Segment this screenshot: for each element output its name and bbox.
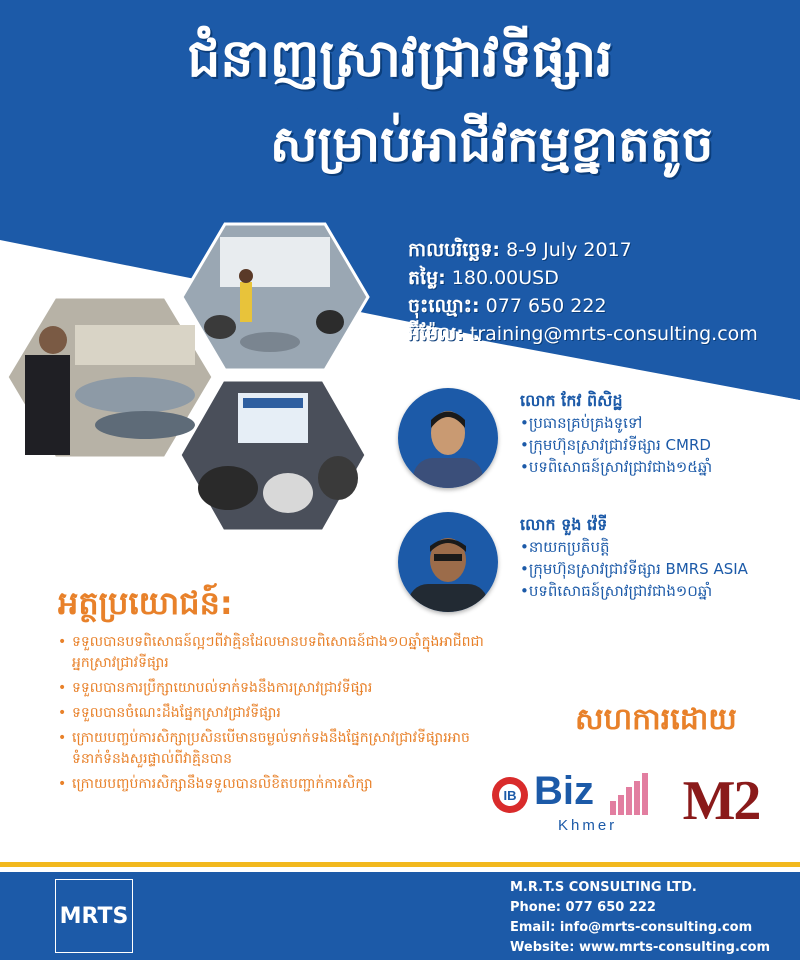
footer-website[interactable]: Website: www.mrts-consulting.com [510, 940, 771, 955]
speaker-2-company: •ក្រុមហ៊ុនស្រាវជ្រាវទីផ្សារ BMRS ASIA [520, 560, 748, 578]
bizkhmer-text: Biz [534, 769, 594, 813]
date-label: កាលបរិច្ឆេទ: [408, 239, 501, 261]
speaker-2-photo [398, 512, 498, 612]
price-value: 180.00USD [445, 267, 559, 289]
email-label: អ៊ីម៉ែល: [408, 323, 464, 345]
speaker-2-role: •នាយកប្រតិបត្តិ [520, 538, 610, 556]
register-label: ចុះឈ្មោះ: [408, 295, 480, 317]
speaker-2-experience: •បទពិសោធន៍ស្រាវជ្រាវជាង១០ឆ្នាំ [520, 582, 713, 600]
speaker-2-info [520, 514, 748, 602]
benefit-item: • ក្រោយបញ្ចប់ការសិក្សានឹងទទួលបានលិខិតបញ្ជាក់ការសិក្សា [58, 774, 498, 795]
title-line-2: សម្រាប់អាជីវកម្មខ្នាតតូច [270, 115, 714, 173]
footer-company: M.R.T.S CONSULTING LTD. [510, 880, 697, 895]
benefit-item: • ទទួលបានចំណេះដឹងផ្នែកស្រាវជ្រាវទីផ្សារ [58, 703, 498, 724]
benefits-list [58, 632, 498, 799]
date-value: 8-9 July 2017 [500, 239, 632, 261]
event-email [408, 322, 758, 347]
sponsors-title: សហការដោយ [575, 702, 737, 737]
footer-email[interactable]: Email: info@mrts-consulting.com [510, 920, 753, 935]
benefit-item: • ទទួលបានបទពិសោធន៍ល្អៗពីវាគ្មិនដែលមានបទពិសោធន៍ជាង១០ឆ្នាំក្នុងអាជីពជាអ្នកស្រាវជ្រាវទីផ្សារ [58, 634, 484, 671]
benefits-title: អត្ថប្រយោជន៍: [58, 584, 233, 622]
speaker-1-experience: •បទពិសោធន៍ស្រាវជ្រាវជាង១៥ឆ្នាំ [520, 458, 713, 476]
benefit-item: • ទទួលបានការប្រឹក្សាយោបល់ទាក់ទងនឹងការស្រាវជ្រាវទីផ្សារ [58, 678, 498, 699]
speaker-1-photo [398, 388, 498, 488]
register-value: 077 650 222 [479, 295, 607, 317]
title-line-1: ជំនាញស្រាវជ្រាវទីផ្សារ [187, 29, 613, 89]
speaker-1-company: •ក្រុមហ៊ុនស្រាវជ្រាវទីផ្សារ CMRD [520, 436, 711, 454]
footer-divider [0, 862, 800, 867]
speaker-1-name: លោក កែវ ពិសិដ្ឋ [520, 391, 623, 410]
m2-logo: M2 [682, 770, 760, 832]
event-price [408, 266, 559, 291]
price-label: តម្លៃ: [408, 267, 446, 289]
bizkhmer-logo [490, 765, 660, 835]
bizkhmer-sub: Khmer [558, 817, 618, 834]
bullet-icon: • [58, 634, 67, 650]
speaker-1-role: •ប្រធានគ្រប់គ្រងទូទៅ [520, 414, 643, 432]
email-value[interactable]: training@mrts-consulting.com [463, 323, 758, 345]
bullet-icon: • [58, 730, 67, 746]
bullet-icon: • [58, 776, 67, 792]
event-register [408, 294, 607, 319]
mrts-logo: MRTS [55, 879, 133, 953]
bizkhmer-bars-icon [608, 771, 654, 815]
bullet-icon: • [58, 680, 67, 696]
photo-hex-bottom [178, 378, 368, 533]
speaker-2-name: លោក ទួង វ៉េទី [520, 515, 608, 534]
event-date [408, 238, 632, 263]
bizkhmer-circle-icon [490, 775, 530, 815]
footer-phone: Phone: 077 650 222 [510, 900, 656, 915]
benefit-item: • ក្រោយបញ្ចប់ការសិក្សាប្រសិនបើមានចម្ងល់ទាក់ទងនឹងផ្នែកស្រាវជ្រាវទីផ្សារអាចទំនាក់ទំនងសួរផ្ទាល់ពីវាគ្មិនបាន [58, 730, 470, 767]
svg-text:IB: IB [503, 788, 517, 803]
speaker-1-info [520, 390, 712, 478]
bullet-icon: • [58, 705, 67, 721]
